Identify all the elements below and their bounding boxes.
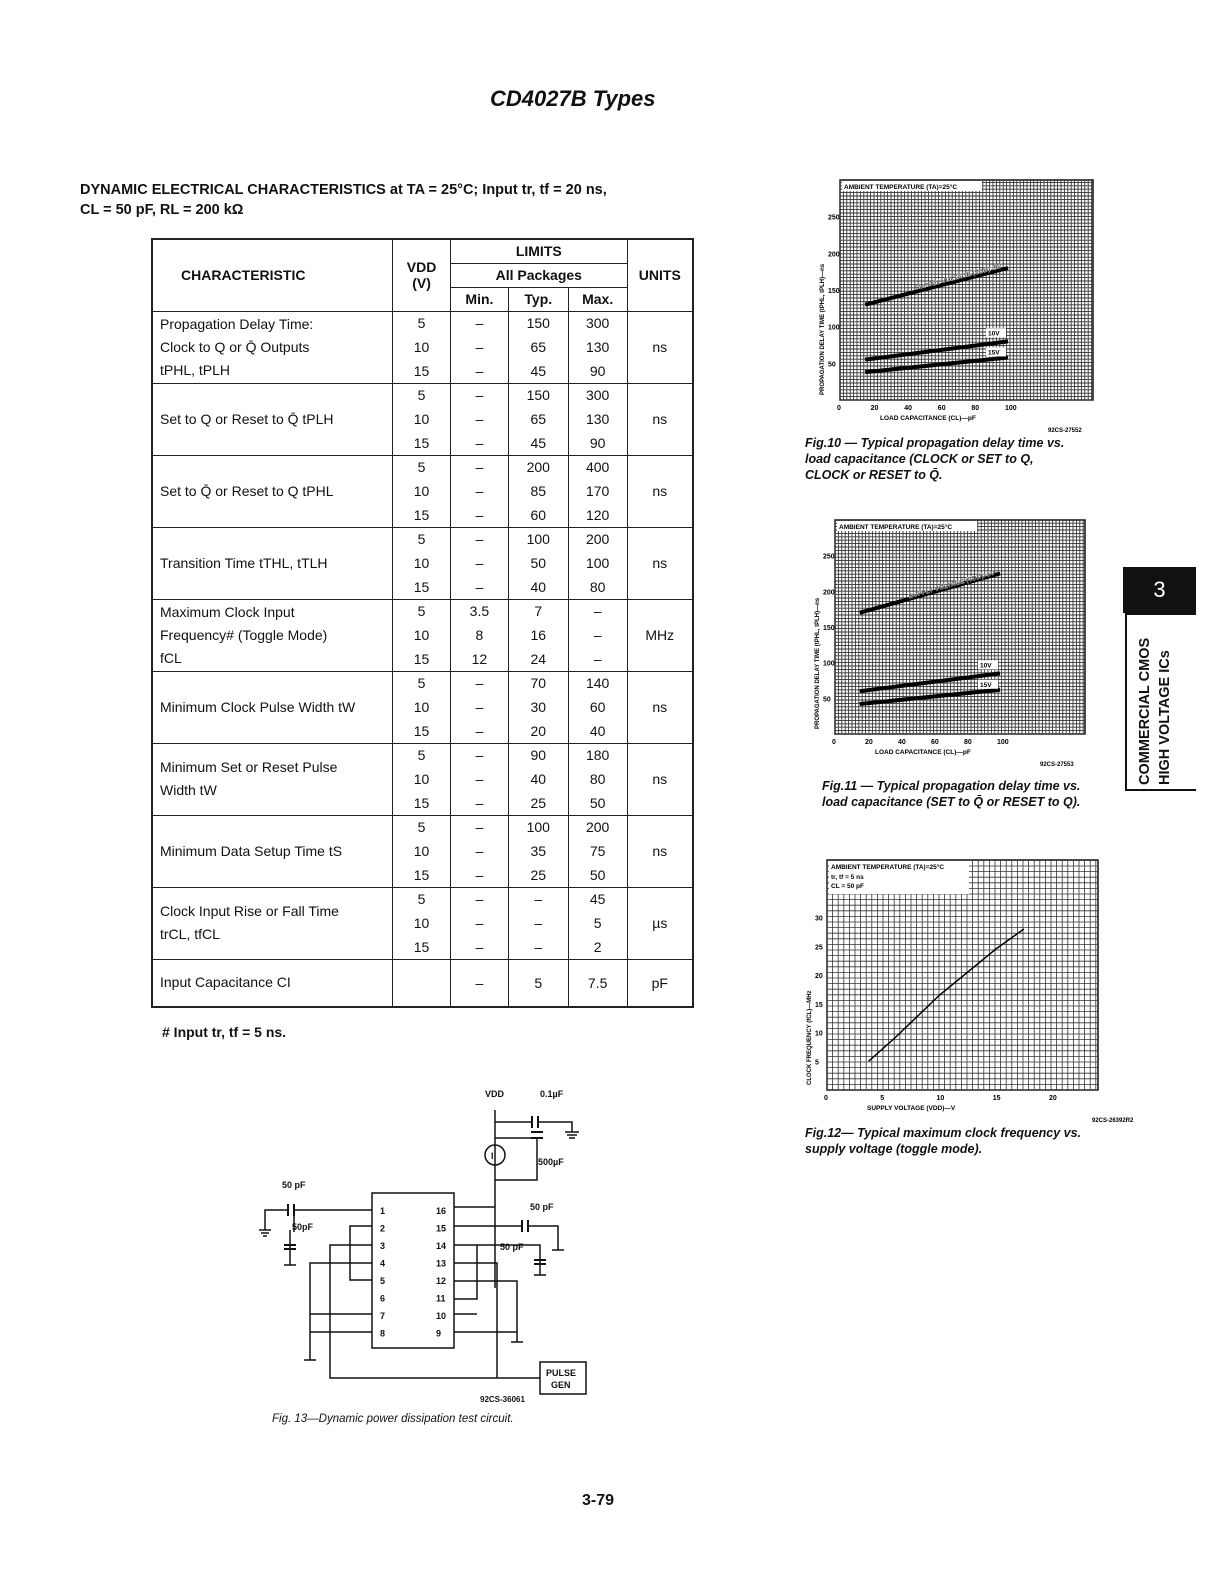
chart-title: AMBIENT TEMPERATURE (TA)=25°C xyxy=(831,864,945,871)
typ-cell: 150 xyxy=(508,383,568,407)
vdd-cell: 10 xyxy=(393,479,451,503)
typ-cell: 25 xyxy=(508,863,568,887)
vdd-unit: (V) xyxy=(412,275,431,292)
fig10-chart xyxy=(795,172,1105,434)
max-cell: 75 xyxy=(568,839,627,863)
max-cell: 200 xyxy=(568,527,627,551)
tab-line1: COMMERCIAL CMOS xyxy=(1137,637,1153,785)
units-cell: pF xyxy=(627,959,693,1007)
vdd-cell: 15 xyxy=(393,359,451,383)
y-tick-label: 20 xyxy=(815,973,823,980)
typ-cell: 45 xyxy=(508,431,568,455)
x-tick-label: 100 xyxy=(997,739,1009,746)
chart-title: AMBIENT TEMPERATURE (TA)=25°C xyxy=(839,524,953,531)
y-tick-label: 5 xyxy=(815,1059,819,1067)
min-cell: – xyxy=(450,791,508,815)
min-cell: – xyxy=(450,503,508,527)
vdd-cell: 5 xyxy=(393,311,451,335)
max-cell: – xyxy=(568,647,627,671)
min-cell: – xyxy=(450,719,508,743)
vdd-cell xyxy=(393,959,451,1007)
ic-body xyxy=(372,1193,454,1348)
typ-cell: 65 xyxy=(508,335,568,359)
characteristic-cell: Transition Time tTHL, tTLH xyxy=(152,527,393,599)
max-cell: 45 xyxy=(568,887,627,911)
typ-cell: 60 xyxy=(508,503,568,527)
vdd-cell: 10 xyxy=(393,767,451,791)
ic-pin-label: 1 xyxy=(380,1206,386,1216)
vdd-cell: 10 xyxy=(393,695,451,719)
typ-cell: 100 xyxy=(508,527,568,551)
figure-code: 92CS-26392R2 xyxy=(1092,1118,1134,1124)
table-row xyxy=(152,455,693,479)
x-tick-label: 5 xyxy=(880,1095,885,1102)
y-tick-label: 200 xyxy=(828,251,840,259)
y-axis-label: PROPAGATION DELAY TIME (tPHL, tPLH)—ns xyxy=(820,263,826,395)
max-cell: 50 xyxy=(568,791,627,815)
col-vdd xyxy=(393,239,451,311)
typ-cell: – xyxy=(508,887,568,911)
meter-label: I xyxy=(491,1151,494,1161)
characteristic-cell: Set to Q or Reset to Q̄ tPLH xyxy=(152,383,393,455)
min-cell: – xyxy=(450,839,508,863)
max-cell: 90 xyxy=(568,431,627,455)
characteristic-cell: Propagation Delay Time: Clock to Q or Q̄ Outputs tPHL, tPLH xyxy=(152,311,393,383)
max-cell: 100 xyxy=(568,551,627,575)
typ-cell: 5 xyxy=(508,959,568,1007)
vdd-cell: 15 xyxy=(393,791,451,815)
ic-pin-label: 10 xyxy=(436,1311,447,1321)
x-axis-label: SUPPLY VOLTAGE (VDD)—V xyxy=(867,1105,956,1112)
x-tick-label: 20 xyxy=(870,405,879,412)
col-max: Max. xyxy=(568,287,627,311)
characteristic-cell: Input Capacitance CI xyxy=(152,959,393,1007)
max-cell: 80 xyxy=(568,767,627,791)
table-row xyxy=(152,599,693,623)
ic-pin-label: 9 xyxy=(436,1328,442,1339)
units-cell: µs xyxy=(627,887,693,959)
y-tick-label: 150 xyxy=(823,625,835,632)
table-footnote: # Input tr, tf = 5 ns. xyxy=(162,1024,287,1040)
fig11-caption: Fig.11 — Typical propagation delay time vs. load capacitance (SET to Q̄ or RESET to Q). xyxy=(822,779,1081,809)
ic-pin-label: 5 xyxy=(380,1276,386,1286)
vdd-cell: 15 xyxy=(393,503,451,527)
cap-0.1uF-label: 0.1µF xyxy=(540,1089,564,1099)
table-row xyxy=(152,815,693,839)
typ-cell: 50 xyxy=(508,551,568,575)
ic-pin-label: 2 xyxy=(380,1223,386,1234)
max-cell: 2 xyxy=(568,935,627,959)
vdd-cell: 5 xyxy=(393,599,451,623)
max-cell: 80 xyxy=(568,575,627,599)
characteristic-cell: Minimum Clock Pulse Width tW xyxy=(152,671,393,743)
typ-cell: – xyxy=(508,935,568,959)
vdd-cell: 10 xyxy=(393,551,451,575)
min-cell: – xyxy=(450,359,508,383)
ic-pin-label: 16 xyxy=(436,1206,447,1216)
vdd-cell: 5 xyxy=(393,527,451,551)
min-cell: 3.5 xyxy=(450,599,508,623)
max-cell: 140 xyxy=(568,671,627,695)
typ-cell: – xyxy=(508,911,568,935)
vdd-cell: 5 xyxy=(393,383,451,407)
units-cell: ns xyxy=(627,743,693,815)
x-tick-label: 0 xyxy=(832,739,836,746)
min-cell: – xyxy=(450,383,508,407)
min-cell: – xyxy=(450,407,508,431)
plot-area xyxy=(827,860,1098,1090)
section-tab-label xyxy=(1125,613,1196,791)
typ-cell: 7 xyxy=(508,599,568,623)
x-tick-label: 40 xyxy=(898,739,906,746)
cap-50pF-pin2-label: 50pF xyxy=(292,1222,314,1232)
fig11-chart xyxy=(795,512,1105,767)
y-tick-label: 30 xyxy=(815,915,823,923)
x-tick-label: 10 xyxy=(936,1095,945,1102)
typ-cell: 100 xyxy=(508,815,568,839)
series-label: 15V xyxy=(980,681,992,689)
min-cell: – xyxy=(450,311,508,335)
min-cell: – xyxy=(450,671,508,695)
typ-cell: 40 xyxy=(508,575,568,599)
units-cell: ns xyxy=(627,527,693,599)
table-row xyxy=(152,527,693,551)
section-title-line2: CL = 50 pF, RL = 200 kΩ xyxy=(80,202,244,218)
min-cell: – xyxy=(450,863,508,887)
pulse-gen-label1: PULSE xyxy=(546,1368,577,1378)
min-cell: – xyxy=(450,575,508,599)
min-cell: – xyxy=(450,695,508,719)
x-axis-label: LOAD CAPACITANCE (CL)—pF xyxy=(875,749,971,756)
x-tick-label: 60 xyxy=(937,405,946,412)
table-row xyxy=(152,959,693,1007)
vdd-cell: 15 xyxy=(393,719,451,743)
y-axis-label: CLOCK FREQUENCY (fCL)—MHz xyxy=(807,990,813,1085)
min-cell: – xyxy=(450,887,508,911)
x-tick-label: 20 xyxy=(865,739,873,746)
max-cell: 130 xyxy=(568,407,627,431)
ic-pin-label: 8 xyxy=(380,1328,386,1339)
min-cell: – xyxy=(450,767,508,791)
characteristic-cell: Clock Input Rise or Fall Time trCL, tfCL xyxy=(152,887,393,959)
units-cell: ns xyxy=(627,311,693,383)
y-tick-label: 15 xyxy=(815,1001,823,1009)
units-cell: MHz xyxy=(627,599,693,671)
x-tick-label: 80 xyxy=(964,739,972,746)
x-tick-label: 20 xyxy=(1049,1095,1057,1102)
ic-pin-label: 7 xyxy=(380,1311,386,1321)
series-label: 10V xyxy=(980,662,992,670)
table-row xyxy=(152,887,693,911)
characteristic-cell: Set to Q̄ or Reset to Q tPHL xyxy=(152,455,393,527)
vdd-cell: 15 xyxy=(393,431,451,455)
characteristic-cell: Minimum Data Setup Time tS xyxy=(152,815,393,887)
pulse-gen-label2: GEN xyxy=(551,1380,571,1390)
max-cell: 130 xyxy=(568,335,627,359)
vdd-cell: 10 xyxy=(393,839,451,863)
y-tick-label: 150 xyxy=(828,288,840,295)
figure-code: 92CS-27553 xyxy=(1040,762,1074,768)
typ-cell: 85 xyxy=(508,479,568,503)
typ-cell: 45 xyxy=(508,359,568,383)
x-tick-label: 0 xyxy=(824,1095,828,1102)
vdd-cell: 15 xyxy=(393,647,451,671)
y-tick-label: 100 xyxy=(828,324,840,332)
col-typ: Typ. xyxy=(508,287,568,311)
vdd-cell: 15 xyxy=(393,863,451,887)
min-cell: – xyxy=(450,551,508,575)
max-cell: 7.5 xyxy=(568,959,627,1007)
cap-50pF-pin14-label: 50 pF xyxy=(500,1242,524,1252)
x-tick-label: 15 xyxy=(992,1095,1001,1102)
vdd-cell: 5 xyxy=(393,887,451,911)
y-tick-label: 250 xyxy=(823,553,835,561)
max-cell: 5 xyxy=(568,911,627,935)
vdd-label: VDD xyxy=(406,259,437,276)
vdd-label: VDD xyxy=(485,1089,505,1099)
cap-500uF-label: 500µF xyxy=(538,1157,564,1167)
units-cell: ns xyxy=(627,383,693,455)
characteristic-cell: Minimum Set or Reset Pulse Width tW xyxy=(152,743,393,815)
ic-pin-label: 11 xyxy=(436,1293,446,1304)
max-cell: 60 xyxy=(568,695,627,719)
x-tick-label: 60 xyxy=(931,739,939,746)
vdd-cell: 5 xyxy=(393,815,451,839)
condition-2: CL = 50 pF xyxy=(831,883,864,890)
max-cell: – xyxy=(568,599,627,623)
fig13-circuit xyxy=(250,1080,600,1410)
max-cell: 300 xyxy=(568,383,627,407)
typ-cell: 25 xyxy=(508,791,568,815)
vdd-cell: 5 xyxy=(393,671,451,695)
y-axis-label: PROPAGATION DELAY TIME (tPHL, tPLH)—ns xyxy=(815,597,821,729)
ic-pin-label: 4 xyxy=(380,1258,386,1269)
y-tick-label: 50 xyxy=(828,361,836,369)
x-tick-label: 100 xyxy=(1005,405,1017,412)
ic-pin-label: 15 xyxy=(436,1223,447,1234)
min-cell: – xyxy=(450,959,508,1007)
typ-cell: 90 xyxy=(508,743,568,767)
min-cell: – xyxy=(450,527,508,551)
figure-code: 92CS-27552 xyxy=(1048,428,1082,434)
table-row xyxy=(152,743,693,767)
max-cell: 50 xyxy=(568,863,627,887)
typ-cell: 35 xyxy=(508,839,568,863)
y-tick-label: 25 xyxy=(815,944,823,952)
col-units: UNITS xyxy=(627,239,693,311)
vdd-cell: 5 xyxy=(393,743,451,767)
vdd-cell: 10 xyxy=(393,407,451,431)
characteristic-cell: Maximum Clock Input Frequency# (Toggle Mode) fCL xyxy=(152,599,393,671)
y-tick-label: 200 xyxy=(823,589,835,597)
x-tick-label: 80 xyxy=(971,405,980,412)
units-cell: ns xyxy=(627,455,693,527)
table-row xyxy=(152,671,693,695)
ic-pin-label: 6 xyxy=(380,1293,386,1304)
typ-cell: 16 xyxy=(508,623,568,647)
page-number: 3-79 xyxy=(582,1492,615,1509)
vdd-cell: 10 xyxy=(393,623,451,647)
typ-cell: 150 xyxy=(508,311,568,335)
ic-pin-label: 13 xyxy=(436,1258,447,1269)
cap-50pF-pin15-label: 50 pF xyxy=(530,1202,554,1212)
min-cell: – xyxy=(450,935,508,959)
section-tab-number: 3 xyxy=(1123,567,1196,613)
min-cell: – xyxy=(450,743,508,767)
typ-cell: 24 xyxy=(508,647,568,671)
y-tick-label: 50 xyxy=(823,696,831,704)
y-tick-label: 10 xyxy=(815,1030,823,1038)
fig12-chart xyxy=(780,850,1134,1124)
typ-cell: 30 xyxy=(508,695,568,719)
min-cell: – xyxy=(450,431,508,455)
typ-cell: 20 xyxy=(508,719,568,743)
vdd-cell: 10 xyxy=(393,911,451,935)
min-cell: 8 xyxy=(450,623,508,647)
max-cell: 40 xyxy=(568,719,627,743)
ic-pin-label: 12 xyxy=(436,1276,447,1286)
col-characteristic: CHARACTERISTIC xyxy=(152,239,393,311)
y-tick-label: 250 xyxy=(828,214,840,222)
x-tick-label: 40 xyxy=(904,405,912,412)
col-all-packages: All Packages xyxy=(450,263,627,287)
typ-cell: 70 xyxy=(508,671,568,695)
table-row xyxy=(152,383,693,407)
vdd-cell: 15 xyxy=(393,575,451,599)
typ-cell: 65 xyxy=(508,407,568,431)
vdd-cell: 15 xyxy=(393,935,451,959)
max-cell: 120 xyxy=(568,503,627,527)
max-cell: 400 xyxy=(568,455,627,479)
max-cell: 300 xyxy=(568,311,627,335)
series-label: 15V xyxy=(988,349,1000,357)
col-limits: LIMITS xyxy=(450,239,627,263)
chart-title: AMBIENT TEMPERATURE (TA)=25°C xyxy=(844,184,958,191)
ic-pin-label: 3 xyxy=(380,1241,386,1251)
fig13-code: 92CS-36061 xyxy=(480,1395,525,1404)
min-cell: 12 xyxy=(450,647,508,671)
max-cell: 170 xyxy=(568,479,627,503)
min-cell: – xyxy=(450,455,508,479)
tab-line2: HIGH VOLTAGE ICs xyxy=(1157,650,1173,785)
ic-pin-label: 14 xyxy=(436,1241,447,1251)
units-cell: ns xyxy=(627,671,693,743)
max-cell: – xyxy=(568,623,627,647)
section-title-line1: DYNAMIC ELECTRICAL CHARACTERISTICS at TA = 25°C; Input tr, tf = 20 ns, xyxy=(80,182,607,198)
vdd-cell: 5 xyxy=(393,455,451,479)
fig12-caption: Fig.12— Typical maximum clock frequency vs. supply voltage (toggle mode). xyxy=(805,1126,1082,1156)
series-label: 10V xyxy=(988,330,1000,338)
fig13-caption: Fig. 13—Dynamic power dissipation test circuit. xyxy=(272,1413,514,1425)
page-header-title: CD4027B Types xyxy=(490,86,656,111)
series-label: SUPPLY VOLTAGE (VDD)=5V xyxy=(907,569,996,601)
min-cell: – xyxy=(450,911,508,935)
condition-1: tr, tf = 5 ns xyxy=(831,874,864,881)
dynamic-characteristics-table xyxy=(151,238,694,1008)
max-cell: 90 xyxy=(568,359,627,383)
max-cell: 200 xyxy=(568,815,627,839)
fig10-caption: Fig.10 — Typical propagation delay time vs. load capacitance (CLOCK or SET to Q, CLOCK or RESET to Q̄. xyxy=(805,436,1065,482)
x-tick-label: 0 xyxy=(837,405,841,412)
x-axis-label: LOAD CAPACITANCE (CL)—pF xyxy=(880,415,976,422)
series-label: SUPPLY VOLTAGE (VDD)=5V xyxy=(914,262,1003,292)
y-tick-label: 100 xyxy=(823,660,835,668)
typ-cell: 200 xyxy=(508,455,568,479)
section-title xyxy=(80,180,607,220)
vdd-cell: 10 xyxy=(393,335,451,359)
col-min: Min. xyxy=(450,287,508,311)
min-cell: – xyxy=(450,815,508,839)
cap-50pF-pin1-label: 50 pF xyxy=(282,1180,306,1190)
typ-cell: 40 xyxy=(508,767,568,791)
min-cell: – xyxy=(450,479,508,503)
min-cell: – xyxy=(450,335,508,359)
table-row xyxy=(152,311,693,335)
max-cell: 180 xyxy=(568,743,627,767)
units-cell: ns xyxy=(627,815,693,887)
